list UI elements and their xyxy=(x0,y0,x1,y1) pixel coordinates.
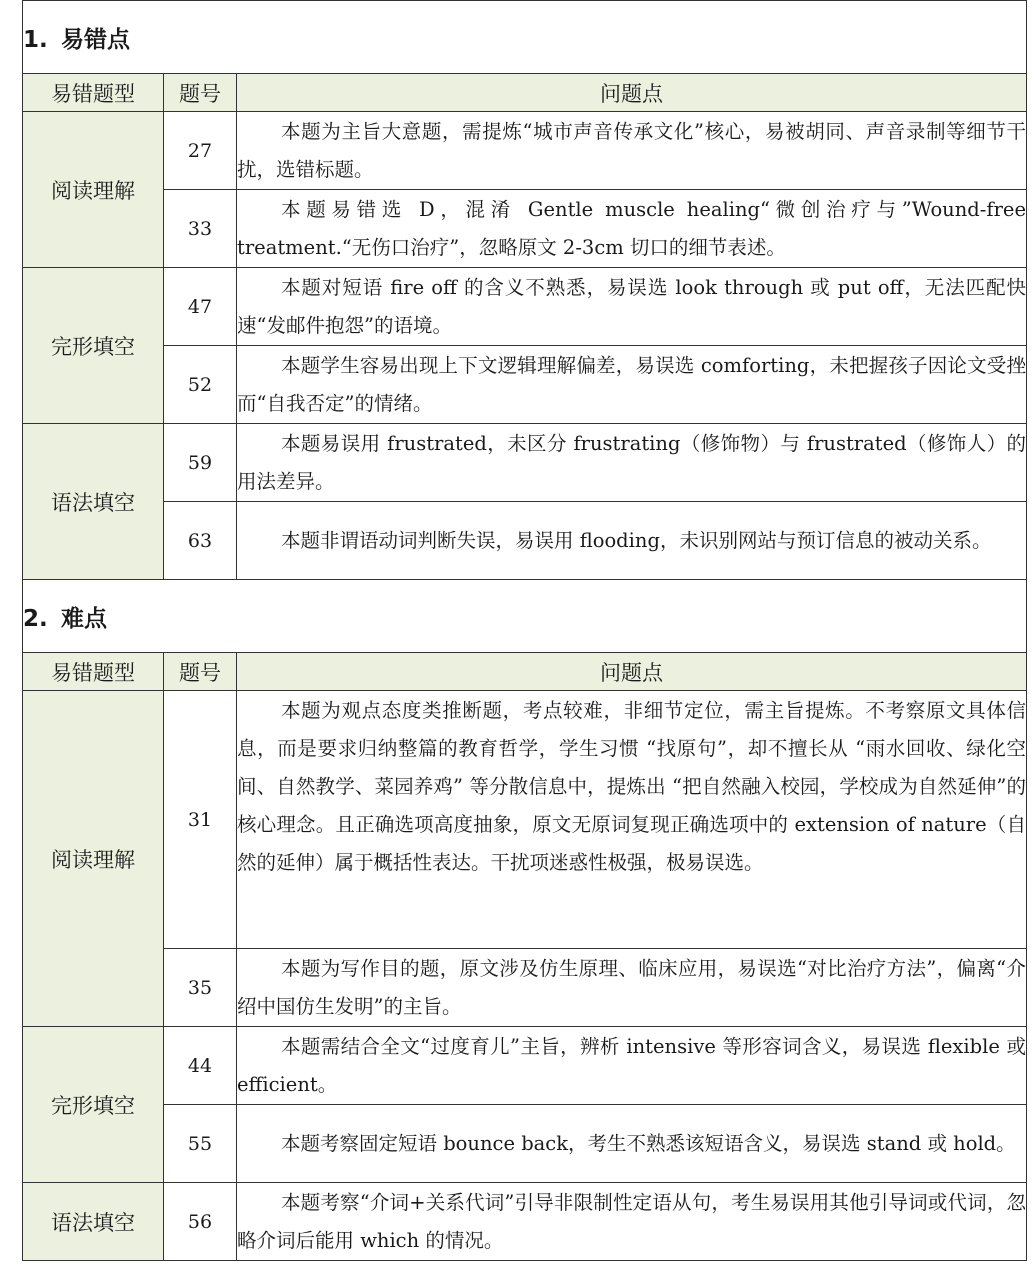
question-number: 52 xyxy=(164,346,237,424)
issue-text: 本题为主旨大意题，需提炼“城市声音传承文化”核心，易被胡同、声音录制等细节干扰，选错标题。 xyxy=(237,112,1027,190)
issue-text: 本题考察“介词+关系代词”引导非限制性定语从句，考生易误用其他引导词或代词，忽略介词后能用 which 的情况。 xyxy=(237,1183,1027,1261)
header-issue: 问题点 xyxy=(237,74,1027,112)
table-row xyxy=(23,949,1027,1027)
table-header-row xyxy=(23,653,1027,691)
table-row xyxy=(23,1105,1027,1183)
question-type: 语法填空 xyxy=(23,1183,164,1261)
issue-text: 本题易误用 frustrated，未区分 frustrating（修饰物）与 frustrated（修饰人）的用法差异。 xyxy=(237,424,1027,502)
question-number: 56 xyxy=(164,1183,237,1261)
issue-text: 本题需结合全文“过度育儿”主旨，辨析 intensive 等形容词含义，易误选 flexible 或 efficient。 xyxy=(237,1027,1027,1105)
question-number: 63 xyxy=(164,502,237,580)
question-number: 31 xyxy=(164,691,237,949)
question-number: 35 xyxy=(164,949,237,1027)
section-heading-row xyxy=(23,1,1027,74)
header-issue: 问题点 xyxy=(237,653,1027,691)
section-heading xyxy=(23,1,1027,74)
section-title: 易错点 xyxy=(61,26,130,53)
table-row xyxy=(23,112,1027,190)
section-title: 难点 xyxy=(61,605,107,632)
issue-text: 本题非谓语动词判断失误，易误用 flooding，未识别网站与预订信息的被动关系。 xyxy=(237,502,1027,580)
table-row xyxy=(23,424,1027,502)
section-number: 1. xyxy=(23,26,48,53)
table-row xyxy=(23,268,1027,346)
table-row xyxy=(23,691,1027,949)
question-type: 语法填空 xyxy=(23,424,164,580)
section-number: 2. xyxy=(23,605,48,632)
table-row xyxy=(23,190,1027,268)
table-row xyxy=(23,1183,1027,1261)
issue-text: 本题易错选 D，混淆 Gentle muscle healing“微创治疗与”Wound-free treatment.“无伤口治疗”，忽略原文 2-3cm 切口的细节表述。 xyxy=(237,190,1027,268)
header-type: 易错题型 xyxy=(23,653,164,691)
table-header-row xyxy=(23,74,1027,112)
question-number: 47 xyxy=(164,268,237,346)
question-number: 59 xyxy=(164,424,237,502)
question-number: 44 xyxy=(164,1027,237,1105)
question-type: 阅读理解 xyxy=(23,112,164,268)
table-row xyxy=(23,502,1027,580)
question-number: 55 xyxy=(164,1105,237,1183)
issue-text: 本题学生容易出现上下文逻辑理解偏差，易误选 comforting，未把握孩子因论文受挫而“自我否定”的情绪。 xyxy=(237,346,1027,424)
question-type: 完形填空 xyxy=(23,268,164,424)
issue-text: 本题为观点态度类推断题，考点较难，非细节定位，需主旨提炼。不考察原文具体信息，而是要求归纳整篇的教育哲学，学生习惯 “找原句”，却不擅长从 “雨水回收、绿化空间、自然教学、菜园养鸡” 等分散信息中，提炼出 “把自然融入校园，学校成为自然延伸”的核心理念。且正确选项高度抽象，原文无原词复现正确选项中的 extension of nature（自然的延伸）属于概括性表达。干扰项迷惑性极强，极易误选。 xyxy=(237,691,1027,949)
section-heading-row xyxy=(23,580,1027,653)
section-heading xyxy=(23,580,1027,653)
header-number: 题号 xyxy=(164,74,237,112)
question-type: 阅读理解 xyxy=(23,691,164,1027)
question-number: 27 xyxy=(164,112,237,190)
issue-text: 本题考察固定短语 bounce back，考生不熟悉该短语含义，易误选 stand 或 hold。 xyxy=(237,1105,1027,1183)
header-number: 题号 xyxy=(164,653,237,691)
table-row xyxy=(23,1027,1027,1105)
analysis-table xyxy=(22,0,1027,1261)
issue-text: 本题对短语 fire off 的含义不熟悉，易误选 look through 或 put off，无法匹配快速“发邮件抱怨”的语境。 xyxy=(237,268,1027,346)
header-type: 易错题型 xyxy=(23,74,164,112)
table-row xyxy=(23,346,1027,424)
question-number: 33 xyxy=(164,190,237,268)
question-type: 完形填空 xyxy=(23,1027,164,1183)
issue-text: 本题为写作目的题，原文涉及仿生原理、临床应用，易误选“对比治疗方法”，偏离“介绍中国仿生发明”的主旨。 xyxy=(237,949,1027,1027)
